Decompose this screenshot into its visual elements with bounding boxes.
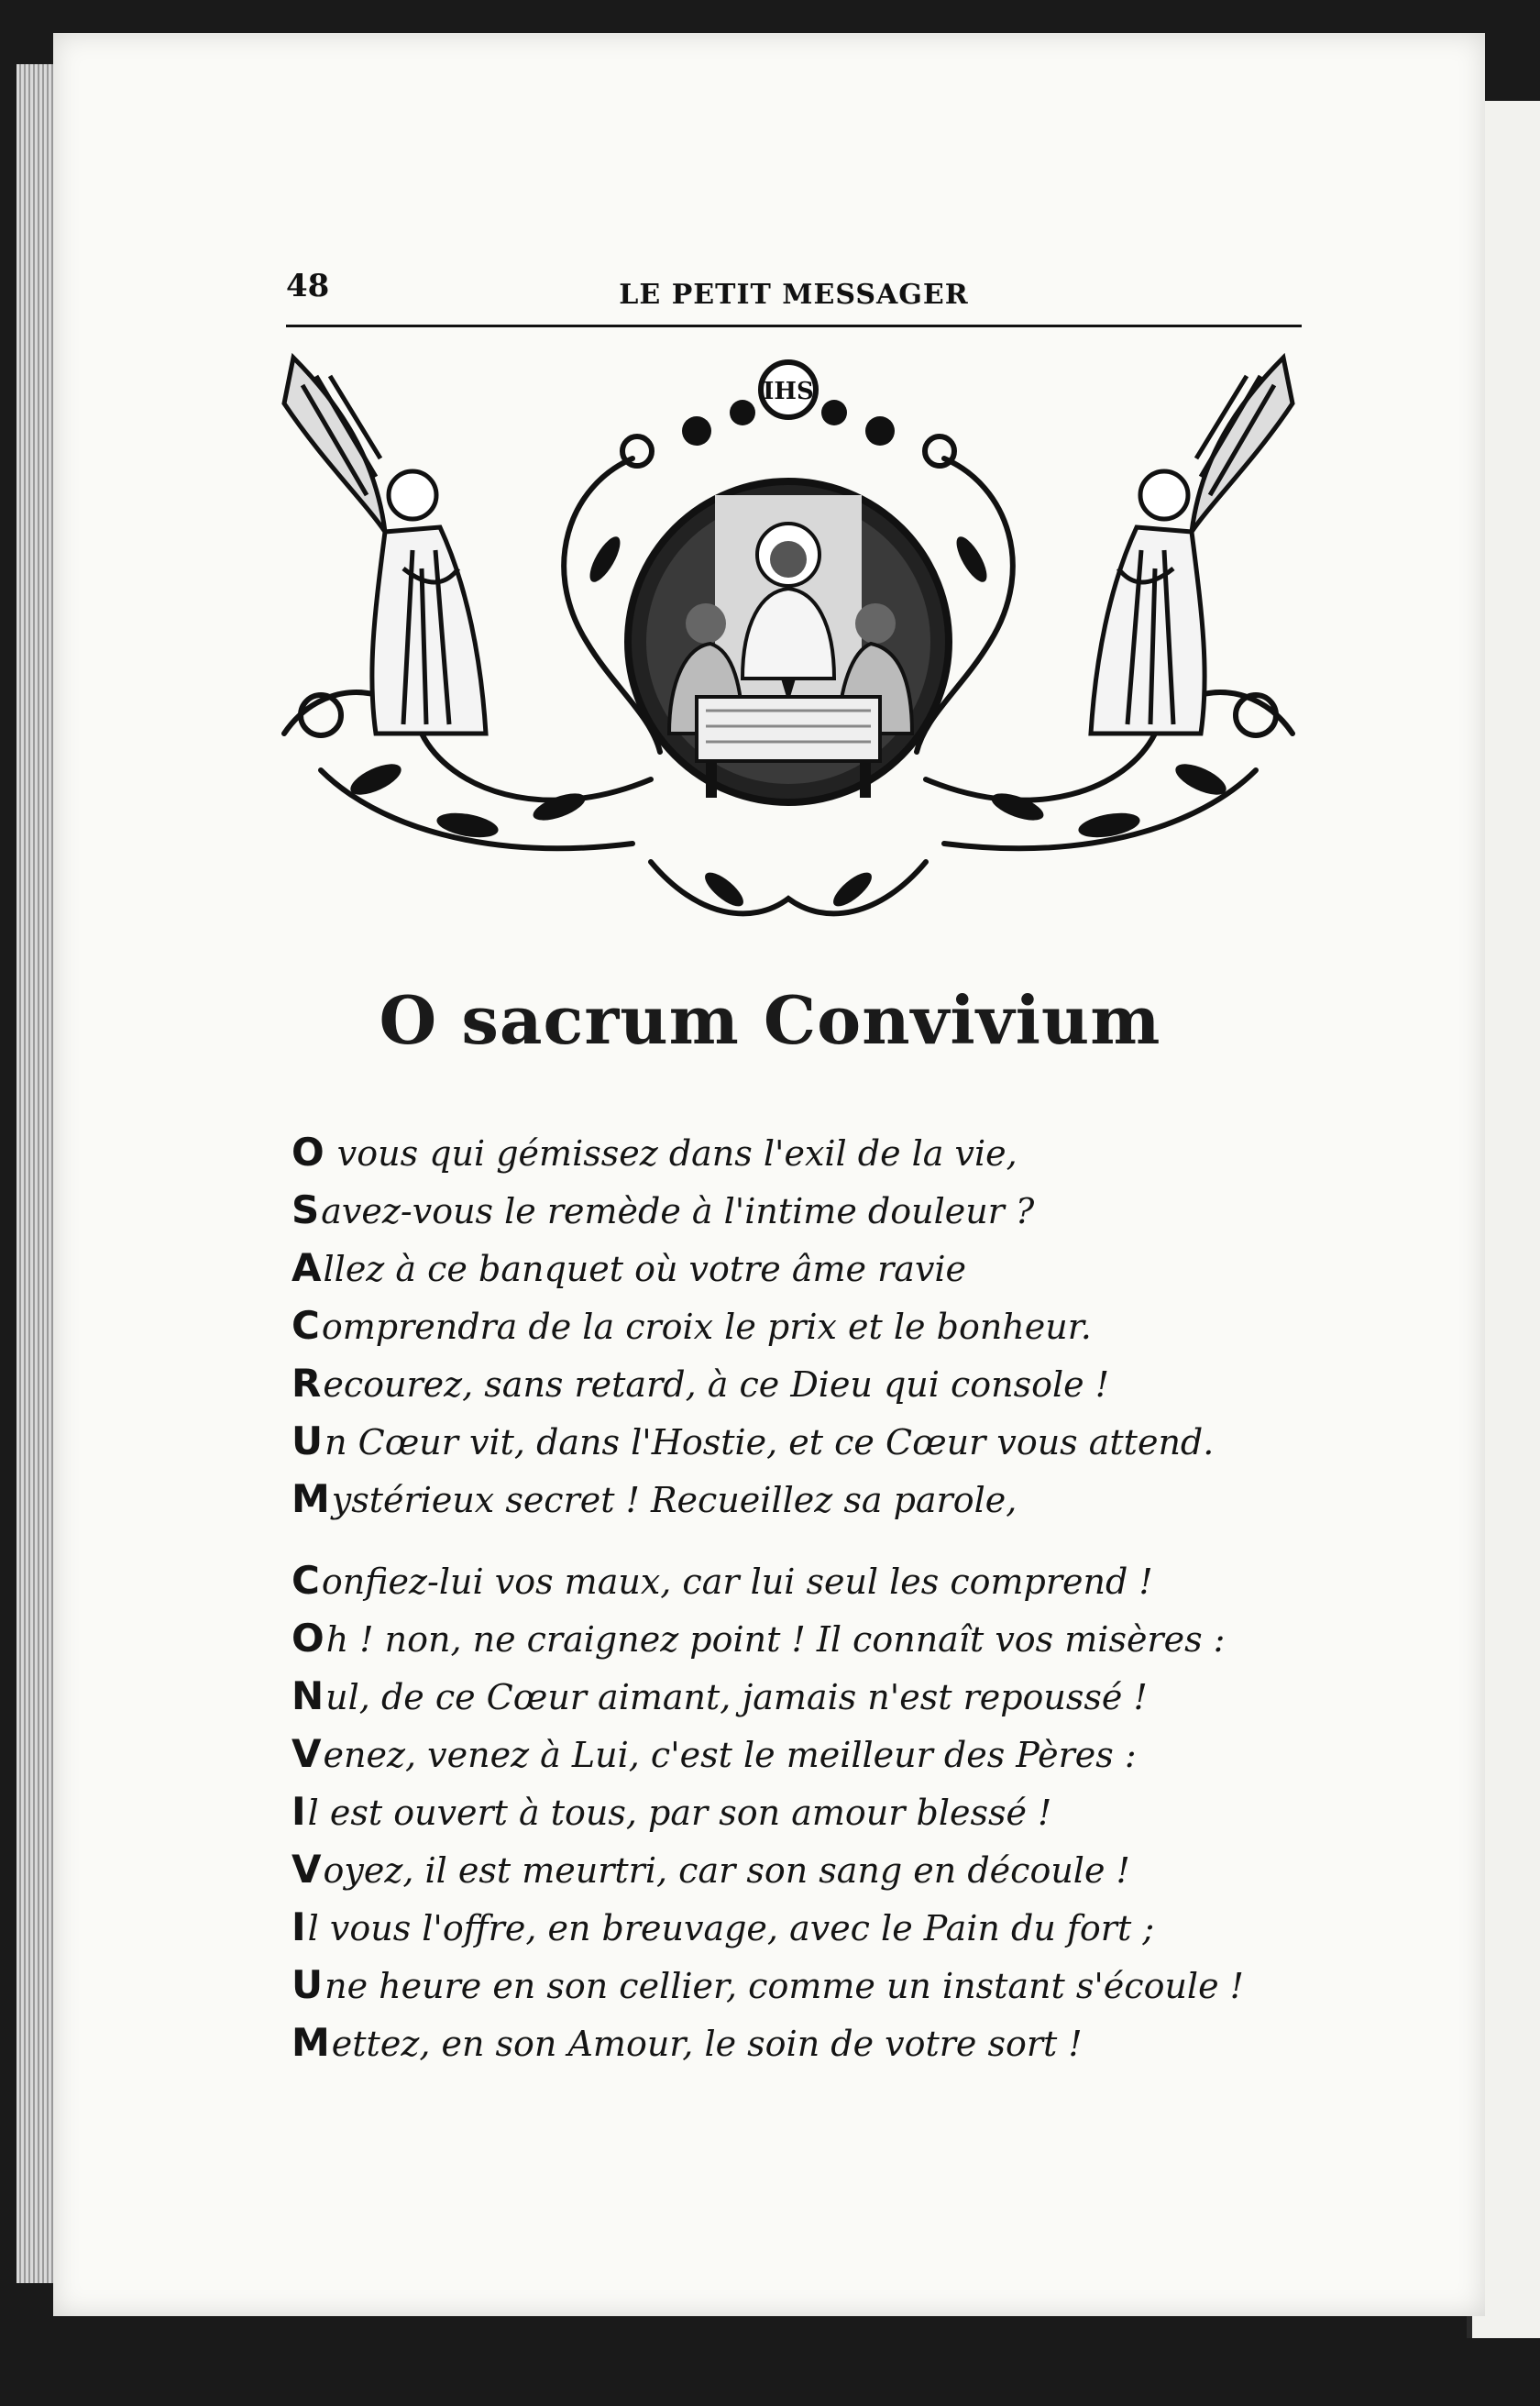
line-text: onfiez-lui vos maux, car lui seul les comprend !: [321, 1562, 1153, 1602]
line-text: ul, de ce Cœur aimant, jamais n'est repoussé !: [325, 1677, 1148, 1717]
eucharist-vignette-illustration: [266, 348, 1311, 944]
stanza: [292, 1551, 1300, 2071]
acrostic-initial: U: [292, 1962, 324, 2007]
running-header: [286, 260, 1302, 327]
running-title: LE PETIT MESSAGER: [619, 279, 969, 311]
poem-line: [292, 1297, 1300, 1354]
line-text: h ! non, ne craignez point ! Il connaît vos misères :: [325, 1619, 1226, 1660]
line-text: oyez, il est meurtri, car son sang en découle !: [323, 1850, 1130, 1891]
page-number: 48: [286, 268, 330, 304]
line-text: enez, venez à Lui, c'est le meilleur des Pères :: [323, 1735, 1137, 1775]
line-text: avez-vous le remède à l'intime douleur ?: [321, 1191, 1035, 1231]
poem-line: [292, 1551, 1300, 1609]
line-text: ettez, en son Amour, le soin de votre sort !: [331, 2024, 1083, 2064]
poem-line: [292, 1470, 1300, 1528]
acrostic-initial: U: [292, 1418, 324, 1463]
poem-body: [292, 1123, 1300, 2071]
line-text: llez à ce banquet où votre âme ravie: [323, 1249, 967, 1289]
acrostic-initial: C: [292, 1558, 320, 1603]
acrostic-initial: V: [292, 1731, 322, 1776]
poem-line: [292, 1898, 1300, 1956]
acrostic-initial: I: [292, 1789, 306, 1834]
acrostic-initial: A: [292, 1245, 322, 1290]
poem-title: O sacrum Convivium: [379, 981, 1161, 1059]
line-text: vous qui gémissez dans l'exil de la vie,: [325, 1133, 1018, 1174]
line-text: l vous l'offre, en breuvage, avec le Pain du fort ;: [307, 1908, 1155, 1948]
acrostic-initial: C: [292, 1303, 320, 1348]
stanza: [292, 1123, 1300, 1528]
line-text: omprendra de la croix le prix et le bonheur.: [321, 1307, 1092, 1347]
poem-line: [292, 1667, 1300, 1725]
acrostic-initial: N: [292, 1673, 324, 1718]
poem-line: [292, 1239, 1300, 1297]
acrostic-initial: M: [292, 1476, 330, 1521]
poem-line: [292, 2014, 1300, 2071]
poem-line: [292, 1725, 1300, 1782]
acrostic-initial: R: [292, 1361, 322, 1406]
poem-line: [292, 1609, 1300, 1667]
acrostic-initial: V: [292, 1847, 322, 1892]
poem-line: [292, 1123, 1300, 1181]
acrostic-initial: I: [292, 1904, 306, 1949]
acrostic-initial: O: [292, 1130, 324, 1175]
line-text: ecourez, sans retard, à ce Dieu qui console !: [323, 1364, 1110, 1405]
poem-line: [292, 1181, 1300, 1239]
poem-line: [292, 1956, 1300, 2014]
acrostic-initial: S: [292, 1187, 320, 1232]
line-text: ystérieux secret ! Recueillez sa parole,: [331, 1480, 1018, 1520]
poem-line: [292, 1782, 1300, 1840]
line-text: l est ouvert à tous, par son amour blessé !: [307, 1793, 1052, 1833]
line-text: n Cœur vit, dans l'Hostie, et ce Cœur vous attend.: [324, 1422, 1215, 1462]
svg-text:IHS: IHS: [763, 378, 814, 405]
line-text: ne heure en son cellier, comme un instant s'écoule !: [324, 1966, 1244, 2006]
poem-line: [292, 1840, 1300, 1898]
acrostic-initial: M: [292, 2020, 330, 2065]
poem-line: [292, 1354, 1300, 1412]
acrostic-initial: O: [292, 1616, 324, 1661]
poem-line: [292, 1412, 1300, 1470]
